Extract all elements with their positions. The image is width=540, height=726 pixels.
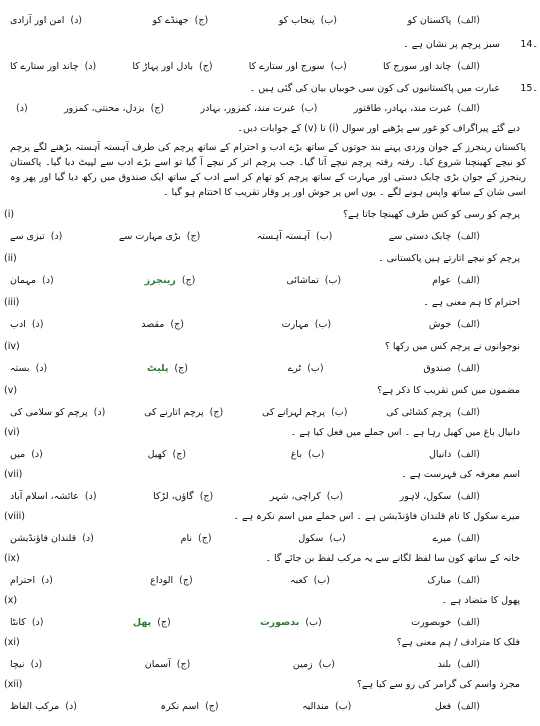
- option-label: (ب): [335, 701, 352, 712]
- question-number: (iv): [4, 341, 20, 352]
- option-text: مہمان: [10, 275, 37, 286]
- option: [10, 572, 53, 590]
- question-text: احترام کا ہم معنی ہے ۔: [423, 297, 520, 308]
- option-label: (الف): [457, 103, 480, 114]
- option: [257, 228, 333, 246]
- question-number: 15۔: [520, 83, 538, 94]
- question-number: (xi): [4, 637, 20, 648]
- question-text: عبارت میں پاکستانیوں کی کون سی خوبیاں بیان کی گئی ہیں ۔: [249, 83, 500, 94]
- question-text: مجرد واسم کی گرامر کی رو سے کیا ہے؟: [356, 679, 520, 690]
- option-label: (ب): [314, 319, 332, 330]
- option: [132, 58, 212, 76]
- option: [432, 530, 480, 548]
- option-label: (ب): [324, 275, 342, 286]
- option: [64, 100, 164, 118]
- option-label: (الف): [457, 363, 480, 374]
- option-text: بادل اور پہاڑ کا: [132, 61, 194, 72]
- option-label: (د): [50, 231, 63, 242]
- option-label: (ب): [313, 575, 330, 586]
- question-number: (ii): [4, 253, 17, 264]
- option: [160, 698, 218, 716]
- option: [429, 316, 480, 334]
- option-text: جھنڈے کو: [152, 15, 189, 26]
- option-text: پرچم کو سلامی کی: [10, 407, 88, 418]
- option-text: رینجرز: [144, 275, 176, 286]
- option: [423, 360, 480, 378]
- option: [386, 404, 480, 422]
- option-label: (ب): [329, 533, 346, 544]
- option-text: ادب: [10, 319, 26, 330]
- option-text: کانٹا: [10, 617, 26, 628]
- option: [249, 58, 347, 76]
- option-label: (الف): [457, 617, 480, 628]
- option-label: (د): [84, 491, 97, 502]
- option-text: کراچی، شہر: [269, 491, 321, 502]
- option-label: (د): [31, 319, 44, 330]
- option-text: سورج اور ستارے کا: [248, 61, 325, 72]
- question-text: خانہ کے ساتھ کون سا لفظ لگانے سے یہ مرکب لفظ بن جائے گا ۔: [265, 553, 520, 564]
- option-text: مقصد: [141, 319, 165, 330]
- question-text: پھول کا متضاد ہے ۔: [441, 595, 520, 606]
- option: [10, 530, 94, 548]
- option-label: (ب): [315, 231, 333, 242]
- option: [10, 614, 43, 632]
- option: [10, 272, 54, 290]
- options-row: [10, 488, 480, 506]
- question-number: (iii): [4, 297, 20, 308]
- option-text: احترام: [10, 575, 36, 586]
- option-label: (الف): [457, 61, 480, 72]
- option-text: الوداع: [150, 575, 174, 586]
- option-text: پرچم اتارنے کی: [144, 407, 204, 418]
- option-label: (ب): [307, 363, 324, 374]
- option: [286, 272, 341, 290]
- option-label: (ب): [307, 449, 325, 460]
- question-text: فلک کا مترادف / ہم معنی ہے؟: [396, 637, 520, 648]
- option: [10, 58, 96, 76]
- option-label: (الف): [457, 231, 480, 242]
- option-text: بستہ: [10, 363, 30, 374]
- question-text: پرچم کو نیچے اتارتے ہیں پاکستانی ۔: [378, 253, 520, 264]
- option-text: اسم نکرہ: [160, 701, 200, 712]
- option-label: (ب): [305, 617, 322, 628]
- option-text: تیزی سے: [10, 231, 45, 242]
- option: [282, 316, 331, 334]
- option: [10, 360, 47, 378]
- option-label: (ج): [199, 491, 214, 502]
- option: [119, 228, 201, 246]
- option: [290, 572, 330, 590]
- option-label: (د): [31, 617, 44, 628]
- option: [389, 228, 480, 246]
- option-label: (د): [16, 103, 28, 114]
- option-label: (الف): [457, 407, 480, 418]
- option-text: جوش: [428, 319, 452, 330]
- option-label: (ج): [170, 319, 184, 330]
- question-number: (vii): [4, 469, 23, 480]
- option-label: (ب): [331, 407, 348, 418]
- option: [435, 698, 480, 716]
- option: [10, 656, 42, 674]
- options-row: [10, 530, 480, 548]
- option-text: چاند اور سورج کا: [382, 61, 452, 72]
- option-label: (ج): [181, 275, 196, 286]
- option-label: (الف): [457, 533, 480, 544]
- option-label: (ب): [318, 659, 335, 670]
- question-text: اسم معرفہ کی فہرست ہے ۔: [401, 469, 520, 480]
- options-row: [10, 656, 480, 674]
- option: [354, 100, 480, 118]
- option-label: (ج): [174, 363, 188, 374]
- option-text: قلندان فاؤنڈیشن: [10, 533, 77, 544]
- option-label: (د): [70, 15, 83, 26]
- option: [427, 572, 480, 590]
- option: [148, 446, 187, 464]
- question-text: دانیال باغ میں کھیل رہا ہے ۔ اس جملے میں فعل کیا ہے ۔: [290, 427, 520, 438]
- question-number: (i): [4, 209, 15, 220]
- option-label: (ج): [186, 231, 201, 242]
- options-row: [10, 614, 480, 632]
- option-text: آسمان: [144, 659, 171, 670]
- option-text: میرے: [432, 533, 452, 544]
- option: [407, 12, 480, 30]
- option: [10, 488, 97, 506]
- option-text: غیرت مند، بہادر، طاقتور: [353, 103, 452, 114]
- option-text: سکول، لاہور: [399, 491, 452, 502]
- option-label: (د): [42, 275, 54, 286]
- option-label: (د): [93, 407, 106, 418]
- option-text: مہارت: [281, 319, 309, 330]
- question-text: میرے سکول کا نام قلندان فاؤنڈیشن ہے ۔ اس جملے میں اسم نکرہ ہے ۔: [233, 511, 520, 522]
- option-label: (د): [35, 363, 48, 374]
- question-number: (ix): [4, 553, 20, 564]
- question-number: 14۔: [520, 39, 538, 50]
- option: [291, 446, 325, 464]
- option: [10, 404, 105, 422]
- option-text: سکول: [298, 533, 324, 544]
- options-row: [10, 228, 480, 246]
- question-text: مضمون میں کس تقریب کا ذکر ہے؟: [377, 385, 520, 396]
- question-text: پرچم کو رسی کو کس طرف کھینچا جاتا ہے؟: [343, 209, 520, 220]
- option-text: غیرت مند، کمزور، بہادر: [200, 103, 296, 114]
- option: [432, 272, 480, 290]
- options-row: [10, 12, 480, 30]
- option: [298, 530, 345, 548]
- option-text: پرچم کشائی کی: [386, 407, 452, 418]
- question-text: سبز پرچم پر نشان ہے ۔: [403, 39, 500, 50]
- options-row: [10, 572, 480, 590]
- option-text: پاکستان کو: [407, 15, 452, 26]
- option: [10, 698, 77, 716]
- option-text: پنجاب کو: [278, 15, 315, 26]
- option-text: پھل: [132, 617, 152, 628]
- option: [141, 316, 184, 334]
- option-label: (ب): [301, 103, 318, 114]
- option-label: (ج): [157, 617, 171, 628]
- option-label: (الف): [457, 491, 480, 502]
- options-row: [10, 58, 480, 76]
- option-text: زمین: [292, 659, 313, 670]
- option-label: (الف): [457, 701, 480, 712]
- question-number: (x): [4, 595, 18, 606]
- options-row: [10, 360, 480, 378]
- option-label: (د): [82, 533, 94, 544]
- option: [262, 404, 347, 422]
- option-label: (ج): [198, 533, 212, 544]
- option: [383, 58, 480, 76]
- option-label: (ج): [176, 659, 191, 670]
- question-number: (xii): [4, 679, 23, 690]
- option: [302, 698, 351, 716]
- option-text: مرکب الفاظ: [10, 701, 60, 712]
- option-label: (الف): [457, 15, 480, 26]
- option-label: (د): [84, 61, 97, 72]
- option: [10, 12, 82, 30]
- option: [144, 404, 223, 422]
- option-text: ٹرے: [287, 363, 302, 374]
- option: [438, 656, 480, 674]
- passage: پاکستان رینجرز کے جوان وردی پہنے بند جوتوں کے ساتھ بڑے ادب و احترام کے ساتھ پرچم کی طرف آہستہ آہستہ بڑھنے لگے پرچم کو نیچے کھینچنا شروع کیا۔ رفتہ رفتہ پرچم نیچے آتا گیا۔ جب پرچم اتر کر نیچے آ گیا تو اسے بڑے ادب سے لپیٹ دیا گیا۔ پاکستان رینجرز کے جوان بڑی چابک دستی اور مہارت کے ساتھ پرچم کو تھام کر اسے ادب کے ساتھ ایک صندوق میں رکھ دیا گیا اور پھر وہ اسی شان کے ساتھ واپس ہونے لگے ۔ یوں اس پر جوش اور پر وقار تقریب کا اختتام ہو گیا ۔: [10, 142, 526, 198]
- option-label: (ج): [205, 701, 219, 712]
- options-row: [10, 446, 480, 464]
- option-text: عوام: [432, 275, 452, 286]
- option-label: (الف): [457, 275, 480, 286]
- option-label: (الف): [457, 659, 480, 670]
- question-number: (vi): [4, 427, 20, 438]
- option-text: چاند اور ستارے کا: [10, 61, 79, 72]
- option: [201, 100, 318, 118]
- option-label: (ب): [330, 61, 347, 72]
- option-text: امن اور آزادی: [10, 15, 65, 26]
- option-label: (ج): [209, 407, 224, 418]
- option-label: (ج): [194, 15, 209, 26]
- option: [429, 446, 480, 464]
- option-label: (ج): [150, 103, 165, 114]
- option: [150, 572, 193, 590]
- option-text: چابک دستی سے: [388, 231, 452, 242]
- option-text: دانیال: [429, 449, 452, 460]
- option: [270, 488, 343, 506]
- option-text: نیچا: [10, 659, 25, 670]
- option-text: آہستہ آہستہ: [256, 231, 310, 242]
- option: [288, 360, 324, 378]
- options-row: [10, 316, 480, 334]
- option: [279, 12, 337, 30]
- option: [400, 488, 480, 506]
- option: [153, 12, 209, 30]
- option-text: گاؤں، لڑکا: [153, 491, 194, 502]
- option: [153, 488, 213, 506]
- option-text: کعبہ: [290, 575, 308, 586]
- option: [145, 272, 196, 290]
- options-row: [10, 100, 480, 118]
- option: [411, 614, 480, 632]
- option-label: (ب): [326, 491, 344, 502]
- option-text: فعل: [434, 701, 452, 712]
- option-label: (د): [30, 659, 43, 670]
- option-text: مندالیہ: [302, 701, 330, 712]
- question-text: نوجوانوں نے پرچم کس میں رکھا ؟: [384, 341, 520, 352]
- option-label: (الف): [457, 319, 480, 330]
- option: [10, 316, 43, 334]
- option-text: کھیل: [147, 449, 167, 460]
- option-text: بزدل، محنتی، کمزور: [64, 103, 145, 114]
- option: [10, 100, 28, 118]
- question-number: (v): [4, 385, 18, 396]
- instruction-text: دیے گئے پیراگراف کو غور سے پڑھیے اور سوال (i) تا (v) کے جوابات دیں۔: [237, 123, 520, 134]
- option-label: (ج): [172, 449, 187, 460]
- option-text: میں: [10, 449, 26, 460]
- option: [147, 360, 188, 378]
- question-number: (viii): [4, 511, 25, 522]
- option: [133, 614, 171, 632]
- option: [10, 446, 43, 464]
- option-label: (د): [65, 701, 77, 712]
- option-text: مبارک: [427, 575, 452, 586]
- option: [10, 228, 62, 246]
- option-text: بدصورت: [260, 617, 300, 628]
- options-row: [10, 272, 480, 290]
- option-text: خوبصورت: [411, 617, 452, 628]
- option: [293, 656, 335, 674]
- option-text: تماشائی: [286, 275, 319, 286]
- options-row: [10, 404, 480, 422]
- option-text: بلند: [437, 659, 452, 670]
- option-text: باغ: [290, 449, 302, 460]
- option-label: (ج): [179, 575, 193, 586]
- option: [260, 614, 322, 632]
- option-label: (الف): [457, 575, 480, 586]
- option-text: پرچم لہرانے کی: [261, 407, 326, 418]
- option-label: (ب): [320, 15, 337, 26]
- option: [145, 656, 191, 674]
- option-text: صندوق: [423, 363, 452, 374]
- option-text: بڑی مہارت سے: [118, 231, 181, 242]
- option-label: (الف): [457, 449, 480, 460]
- option-text: عائشہ، اسلام آباد: [10, 491, 79, 502]
- option-text: پلیٹ: [147, 363, 169, 374]
- option: [181, 530, 212, 548]
- option-label: (د): [31, 449, 43, 460]
- option-text: نام: [180, 533, 193, 544]
- options-row: [10, 698, 480, 716]
- option-label: (ج): [199, 61, 213, 72]
- option-label: (د): [41, 575, 53, 586]
